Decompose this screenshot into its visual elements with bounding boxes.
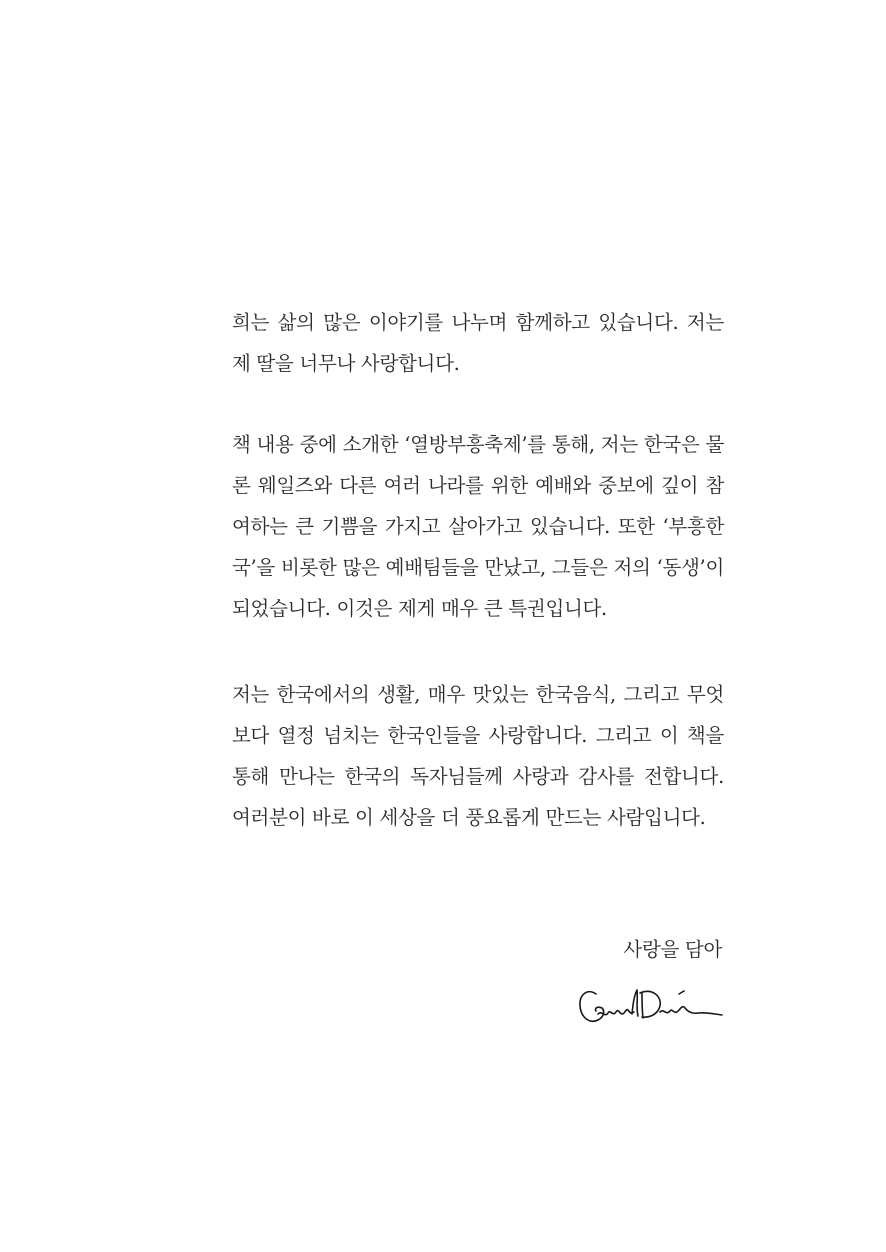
handwritten-signature <box>576 984 726 1034</box>
text-line: 론 웨일즈와 다른 여러 나라를 위한 예배와 중보에 깊이 참 <box>232 474 724 497</box>
text-line: 보다 열정 넘치는 한국인들을 사랑합니다. 그리고 이 책을 <box>232 724 724 747</box>
text-line: 여하는 큰 기쁨을 가지고 살아가고 있습니다. 또한 ‘부흥한 <box>232 515 724 538</box>
closing-salutation: 사랑을 담아 <box>623 938 722 961</box>
text-line: 되었습니다. 이것은 제게 매우 큰 특권입니다. <box>232 597 607 620</box>
text-line: 저는 한국에서의 생활, 매우 맛있는 한국음식, 그리고 무엇 <box>232 683 724 706</box>
paragraph-1 <box>232 302 724 384</box>
paragraph-3 <box>232 674 724 838</box>
text-line: 희는 삶의 많은 이야기를 나누며 함께하고 있습니다. 저는 <box>232 311 724 334</box>
paragraph-2 <box>232 424 724 629</box>
text-line: 여러분이 바로 이 세상을 더 풍요롭게 만드는 사람입니다. <box>232 806 706 829</box>
text-line: 책 내용 중에 소개한 ‘열방부흥축제’를 통해, 저는 한국은 물 <box>232 433 724 456</box>
text-line: 국’을 비롯한 많은 예배팀들을 만났고, 그들은 저의 ‘동생’이 <box>232 556 724 579</box>
text-line: 제 딸을 너무나 사랑합니다. <box>232 352 460 375</box>
text-line: 통해 만나는 한국의 독자님들께 사랑과 감사를 전합니다. <box>232 765 724 788</box>
